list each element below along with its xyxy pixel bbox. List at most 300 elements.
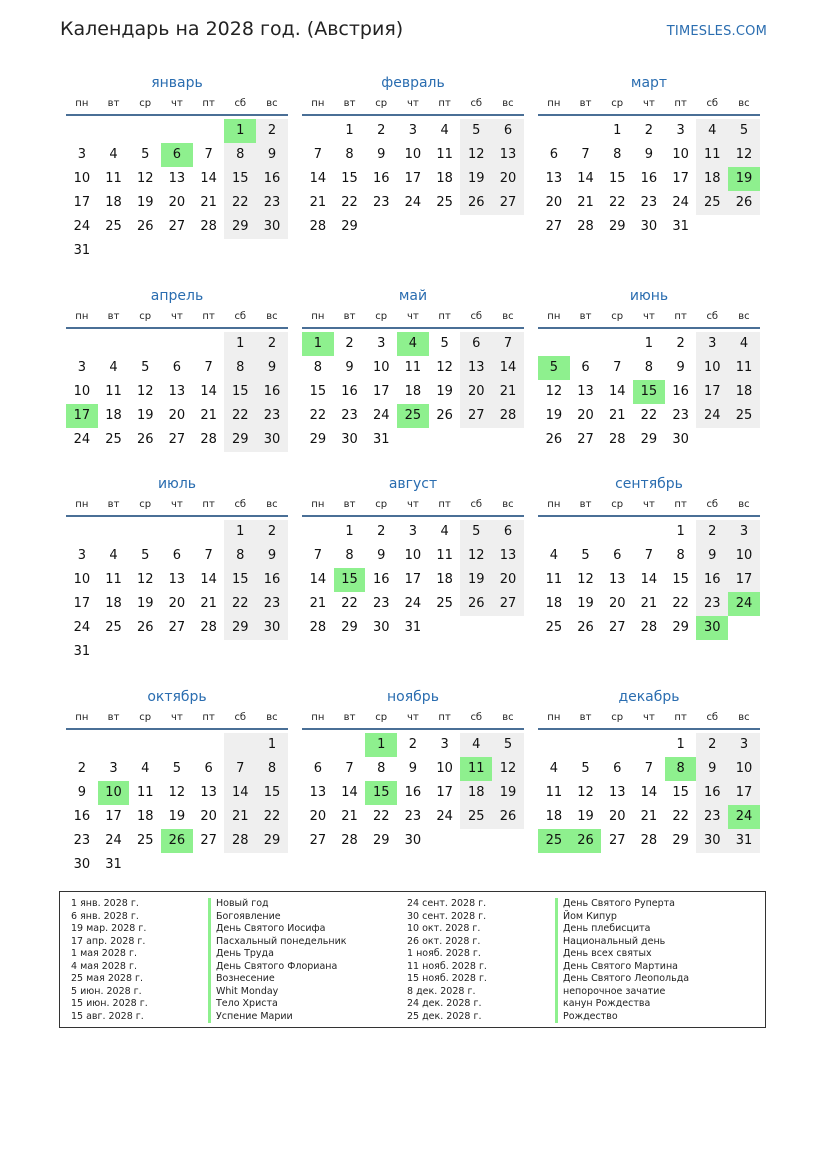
weekday-header: [66, 94, 288, 116]
day-cell: 23: [341, 408, 358, 423]
day-cell: 23: [256, 191, 288, 215]
day-cell: 28: [309, 620, 327, 635]
holiday-day-cell: 11: [460, 757, 492, 781]
day-cell: 24: [73, 432, 91, 447]
days-grid: [302, 520, 524, 640]
day-cell: 22: [672, 809, 689, 824]
day-cell: 13: [492, 544, 524, 568]
month-block: [302, 72, 524, 239]
weekday-label: пн: [547, 712, 561, 723]
empty-cell: [98, 520, 130, 544]
day-cell: 28: [608, 432, 626, 447]
empty-cell: [129, 332, 161, 356]
day-cell: 19: [460, 568, 492, 592]
holiday-date: 10 окт. 2028 г.: [407, 923, 481, 934]
day-cell: 20: [492, 167, 524, 191]
empty-cell: [601, 733, 633, 757]
day-cell: 21: [341, 809, 358, 824]
day-cell: 9: [256, 143, 288, 167]
day-cell: 29: [256, 829, 288, 853]
month-block: [538, 473, 760, 640]
weekday-label: вт: [343, 499, 356, 510]
day-cell: 6: [492, 520, 524, 544]
day-cell: 27: [200, 833, 217, 848]
day-cell: 8: [676, 548, 685, 563]
weekday-label: сб: [706, 98, 719, 109]
day-cell: 27: [492, 592, 524, 616]
weekday-label: пн: [75, 311, 89, 322]
holiday-name: Йом Кипур: [555, 911, 689, 924]
day-cell: 31: [404, 620, 422, 635]
day-cell: 14: [492, 356, 524, 380]
weekday-label: чт: [407, 311, 419, 322]
day-cell: 23: [73, 833, 91, 848]
day-cell: 29: [224, 428, 256, 452]
weekday-label: вт: [579, 98, 592, 109]
holiday-day-cell: 10: [98, 781, 130, 805]
day-cell: 13: [200, 785, 217, 800]
day-cell: 12: [577, 785, 594, 800]
day-cell: 8: [644, 360, 654, 375]
day-cell: 3: [77, 360, 86, 375]
day-cell: 6: [581, 360, 590, 375]
day-cell: 19: [136, 596, 154, 611]
weekday-label: вт: [107, 98, 120, 109]
weekday-label: вс: [266, 499, 278, 510]
days-grid: [538, 332, 760, 452]
day-cell: 23: [404, 809, 422, 824]
day-cell: 8: [345, 147, 354, 162]
day-cell: 26: [460, 191, 492, 215]
day-cell: 19: [136, 195, 154, 210]
day-cell: 23: [372, 195, 390, 210]
day-cell: 15: [309, 384, 327, 399]
holiday-name: Национальный день: [555, 936, 689, 949]
day-cell: 9: [256, 356, 288, 380]
day-cell: 17: [404, 572, 422, 587]
day-cell: 6: [492, 119, 524, 143]
empty-cell: [601, 332, 633, 356]
day-cell: 18: [136, 809, 154, 824]
day-cell: 11: [436, 548, 453, 563]
day-cell: 11: [436, 147, 453, 162]
day-cell: 20: [608, 809, 626, 824]
day-cell: 10: [436, 761, 453, 776]
day-cell: 28: [640, 620, 658, 635]
day-cell: 29: [608, 219, 626, 234]
day-cell: 5: [581, 548, 590, 563]
day-cell: 21: [492, 380, 524, 404]
weekday-header: [302, 495, 524, 517]
holiday-day-cell: 19: [728, 167, 760, 191]
days-grid: [302, 119, 524, 239]
day-cell: 16: [404, 785, 422, 800]
day-cell: 23: [256, 592, 288, 616]
day-cell: 30: [640, 219, 658, 234]
weekday-header: [302, 94, 524, 116]
day-cell: 6: [172, 548, 182, 563]
day-cell: 7: [345, 761, 354, 776]
holiday-date: 11 нояб. 2028 г.: [407, 960, 487, 972]
weekday-label: пн: [311, 499, 325, 510]
holiday-date: 4 мая 2028 г.: [71, 960, 137, 972]
day-cell: 27: [608, 833, 626, 848]
day-cell: 16: [73, 809, 91, 824]
weekday-label: вт: [343, 311, 356, 322]
day-cell: 21: [200, 596, 217, 611]
day-cell: 28: [200, 219, 217, 234]
day-cell: 7: [644, 548, 654, 563]
holidays-names-right: [555, 898, 689, 1023]
empty-cell: [570, 119, 602, 143]
empty-cell: [302, 733, 334, 757]
day-cell: 13: [608, 572, 626, 587]
day-cell: 4: [109, 147, 118, 162]
holiday-date: 26 окт. 2028 г.: [407, 935, 481, 947]
weekday-label: вс: [266, 712, 278, 723]
holiday-day-cell: 26: [570, 829, 602, 853]
day-cell: 15: [608, 171, 626, 186]
day-cell: 22: [672, 596, 689, 611]
holiday-day-cell: 24: [728, 592, 760, 616]
holiday-day-cell: 24: [728, 805, 760, 829]
day-cell: 4: [109, 360, 118, 375]
day-cell: 30: [256, 215, 288, 239]
day-cell: 24: [696, 404, 728, 428]
holiday-day-cell: 26: [161, 829, 193, 853]
day-cell: 3: [77, 548, 86, 563]
day-cell: 22: [309, 408, 327, 423]
day-cell: 1: [676, 524, 685, 539]
empty-cell: [161, 520, 193, 544]
weekday-label: ср: [611, 712, 624, 723]
day-cell: 12: [136, 384, 154, 399]
day-cell: 28: [492, 404, 524, 428]
day-cell: 14: [608, 384, 626, 399]
holiday-day-cell: 1: [224, 119, 256, 143]
day-cell: 10: [696, 356, 728, 380]
day-cell: 14: [577, 171, 594, 186]
holiday-date: 1 нояб. 2028 г.: [407, 948, 481, 959]
day-cell: 7: [313, 147, 322, 162]
day-cell: 16: [256, 380, 288, 404]
day-cell: 29: [640, 432, 658, 447]
day-cell: 3: [440, 737, 449, 752]
empty-cell: [633, 520, 665, 544]
weekday-label: ср: [611, 499, 624, 510]
day-cell: 13: [168, 384, 186, 399]
weekday-label: вс: [502, 712, 514, 723]
day-cell: 31: [73, 243, 91, 258]
day-cell: 17: [696, 380, 728, 404]
day-cell: 31: [672, 219, 689, 234]
empty-cell: [66, 332, 98, 356]
day-cell: 21: [640, 596, 658, 611]
day-cell: 16: [696, 781, 728, 805]
month-block: [538, 285, 760, 452]
weekday-label: вт: [579, 311, 592, 322]
day-cell: 10: [728, 757, 760, 781]
empty-cell: [224, 733, 256, 757]
day-cell: 28: [224, 829, 256, 853]
weekday-label: сб: [470, 311, 483, 322]
holiday-date: 24 сент. 2028 г.: [407, 898, 487, 909]
day-cell: 9: [345, 360, 354, 375]
month-name: ноябрь: [387, 689, 439, 705]
day-cell: 10: [728, 544, 760, 568]
day-cell: 10: [73, 384, 91, 399]
day-cell: 19: [436, 384, 453, 399]
empty-cell: [129, 733, 161, 757]
empty-cell: [193, 119, 225, 143]
day-cell: 5: [172, 761, 182, 776]
day-cell: 2: [696, 733, 728, 757]
day-cell: 13: [168, 171, 186, 186]
day-cell: 10: [404, 548, 422, 563]
holiday-name: День Святого Руперта: [555, 898, 689, 911]
day-cell: 13: [577, 384, 594, 399]
empty-cell: [193, 520, 225, 544]
holiday-date: 1 мая 2028 г.: [71, 948, 137, 959]
day-cell: 9: [408, 761, 418, 776]
weekday-label: чт: [643, 712, 655, 723]
days-grid: [66, 119, 288, 263]
month-name: февраль: [381, 75, 445, 91]
day-cell: 2: [676, 336, 685, 351]
day-cell: 9: [77, 785, 86, 800]
day-cell: 19: [545, 408, 563, 423]
day-cell: 12: [136, 171, 154, 186]
day-cell: 18: [436, 171, 453, 186]
day-cell: 16: [640, 171, 658, 186]
day-cell: 11: [105, 572, 122, 587]
day-cell: 17: [672, 171, 689, 186]
weekday-label: пт: [674, 98, 687, 109]
day-cell: 28: [577, 219, 594, 234]
day-cell: 14: [224, 781, 256, 805]
day-cell: 25: [436, 596, 453, 611]
weekday-label: сб: [234, 712, 247, 723]
day-cell: 23: [696, 592, 728, 616]
day-cell: 6: [613, 761, 622, 776]
empty-cell: [129, 520, 161, 544]
day-cell: 20: [168, 596, 186, 611]
day-cell: 10: [73, 171, 91, 186]
day-cell: 4: [549, 548, 558, 563]
weekday-label: чт: [407, 499, 419, 510]
day-cell: 16: [672, 384, 689, 399]
day-cell: 3: [696, 332, 728, 356]
days-grid: [66, 520, 288, 664]
day-cell: 21: [200, 408, 217, 423]
day-cell: 12: [436, 360, 453, 375]
weekday-label: чт: [171, 712, 183, 723]
day-cell: 5: [141, 360, 150, 375]
day-cell: 21: [577, 195, 594, 210]
weekday-header: [538, 495, 760, 517]
day-cell: 8: [224, 356, 256, 380]
day-cell: 3: [77, 147, 86, 162]
day-cell: 31: [73, 644, 91, 659]
day-cell: 1: [224, 520, 256, 544]
day-cell: 17: [372, 384, 390, 399]
day-cell: 19: [168, 809, 186, 824]
holiday-day-cell: 1: [302, 332, 334, 356]
weekday-label: пт: [438, 712, 451, 723]
day-cell: 31: [105, 857, 122, 872]
weekday-label: сб: [706, 499, 719, 510]
day-cell: 15: [341, 171, 358, 186]
day-cell: 29: [341, 620, 358, 635]
day-cell: 1: [224, 332, 256, 356]
day-cell: 17: [728, 781, 760, 805]
holiday-date: 15 июн. 2028 г.: [71, 998, 148, 1009]
day-cell: 6: [172, 360, 182, 375]
day-cell: 22: [256, 805, 288, 829]
empty-cell: [570, 733, 602, 757]
day-cell: 31: [372, 432, 390, 447]
holiday-date: 24 дек. 2028 г.: [407, 998, 482, 1009]
day-cell: 3: [728, 733, 760, 757]
day-cell: 5: [440, 336, 449, 351]
month-name: май: [398, 288, 428, 304]
day-cell: 28: [200, 620, 217, 635]
day-cell: 26: [136, 219, 154, 234]
month-block: [66, 686, 288, 877]
weekday-label: ср: [611, 98, 624, 109]
empty-cell: [302, 119, 334, 143]
day-cell: 18: [105, 596, 122, 611]
brand-link[interactable]: TIMESLES.COM: [666, 24, 767, 39]
empty-cell: [601, 520, 633, 544]
day-cell: 30: [256, 616, 288, 640]
weekday-label: пт: [438, 311, 451, 322]
day-cell: 2: [345, 336, 354, 351]
day-cell: 2: [77, 761, 86, 776]
day-cell: 5: [141, 548, 150, 563]
empty-cell: [570, 332, 602, 356]
day-cell: 26: [136, 620, 154, 635]
day-cell: 26: [136, 432, 154, 447]
weekday-label: вт: [107, 311, 120, 322]
empty-cell: [538, 733, 570, 757]
day-cell: 30: [404, 833, 422, 848]
weekday-label: вс: [502, 98, 514, 109]
empty-cell: [161, 733, 193, 757]
weekday-label: пт: [202, 499, 215, 510]
day-cell: 11: [728, 356, 760, 380]
holiday-name: канун Рождества: [555, 998, 689, 1011]
day-cell: 3: [377, 336, 386, 351]
weekday-label: ср: [375, 712, 388, 723]
day-cell: 15: [224, 380, 256, 404]
day-cell: 5: [141, 147, 150, 162]
day-cell: 2: [256, 119, 288, 143]
weekday-label: сб: [706, 712, 719, 723]
day-cell: 10: [672, 147, 689, 162]
holiday-name: Вознесение: [208, 973, 347, 986]
weekday-label: пн: [547, 98, 561, 109]
day-cell: 7: [613, 360, 622, 375]
holiday-date: 17 апр. 2028 г.: [71, 935, 146, 947]
day-cell: 5: [492, 733, 524, 757]
holiday-date: 25 мая 2028 г.: [71, 973, 144, 984]
holiday-name: День Святого Флориана: [208, 961, 347, 974]
day-cell: 14: [640, 785, 658, 800]
day-cell: 25: [105, 620, 122, 635]
weekday-label: пн: [75, 98, 89, 109]
day-cell: 17: [73, 596, 91, 611]
day-cell: 26: [728, 191, 760, 215]
holiday-day-cell: 25: [538, 829, 570, 853]
day-cell: 25: [105, 432, 122, 447]
weekday-label: ср: [139, 98, 152, 109]
day-cell: 2: [408, 737, 418, 752]
day-cell: 1: [676, 737, 685, 752]
day-cell: 26: [577, 620, 594, 635]
day-cell: 6: [204, 761, 213, 776]
weekday-label: чт: [643, 311, 655, 322]
day-cell: 8: [377, 761, 386, 776]
day-cell: 8: [224, 143, 256, 167]
holiday-day-cell: 6: [161, 143, 193, 167]
day-cell: 22: [372, 809, 390, 824]
day-cell: 29: [672, 620, 689, 635]
day-cell: 19: [492, 781, 524, 805]
day-cell: 22: [608, 195, 626, 210]
holiday-date: 5 июн. 2028 г.: [71, 985, 142, 997]
day-cell: 30: [341, 432, 358, 447]
holiday-day-cell: 15: [334, 568, 366, 592]
holiday-day-cell: 1: [365, 733, 397, 757]
day-cell: 4: [440, 123, 449, 138]
day-cell: 15: [224, 568, 256, 592]
day-cell: 20: [309, 809, 327, 824]
weekday-label: сб: [234, 311, 247, 322]
month-name: июнь: [629, 288, 669, 304]
day-cell: 15: [224, 167, 256, 191]
day-cell: 9: [696, 757, 728, 781]
day-cell: 13: [608, 785, 626, 800]
weekday-header: [302, 307, 524, 329]
day-cell: 20: [492, 568, 524, 592]
day-cell: 27: [460, 404, 492, 428]
day-cell: 19: [577, 809, 594, 824]
day-cell: 27: [168, 620, 186, 635]
month-name: август: [388, 476, 438, 492]
day-cell: 28: [200, 432, 217, 447]
day-cell: 9: [256, 544, 288, 568]
day-cell: 13: [545, 171, 563, 186]
day-cell: 21: [224, 805, 256, 829]
weekday-header: [66, 307, 288, 329]
day-cell: 4: [109, 548, 118, 563]
day-cell: 5: [728, 119, 760, 143]
weekday-label: ср: [375, 499, 388, 510]
day-cell: 18: [404, 384, 422, 399]
empty-cell: [538, 332, 570, 356]
day-cell: 17: [404, 171, 422, 186]
day-cell: 26: [545, 432, 563, 447]
day-cell: 3: [408, 524, 418, 539]
day-cell: 20: [200, 809, 217, 824]
weekday-label: чт: [643, 499, 655, 510]
day-cell: 30: [672, 432, 689, 447]
day-cell: 29: [672, 833, 689, 848]
day-cell: 13: [460, 356, 492, 380]
weekday-label: вт: [107, 712, 120, 723]
day-cell: 16: [372, 572, 390, 587]
